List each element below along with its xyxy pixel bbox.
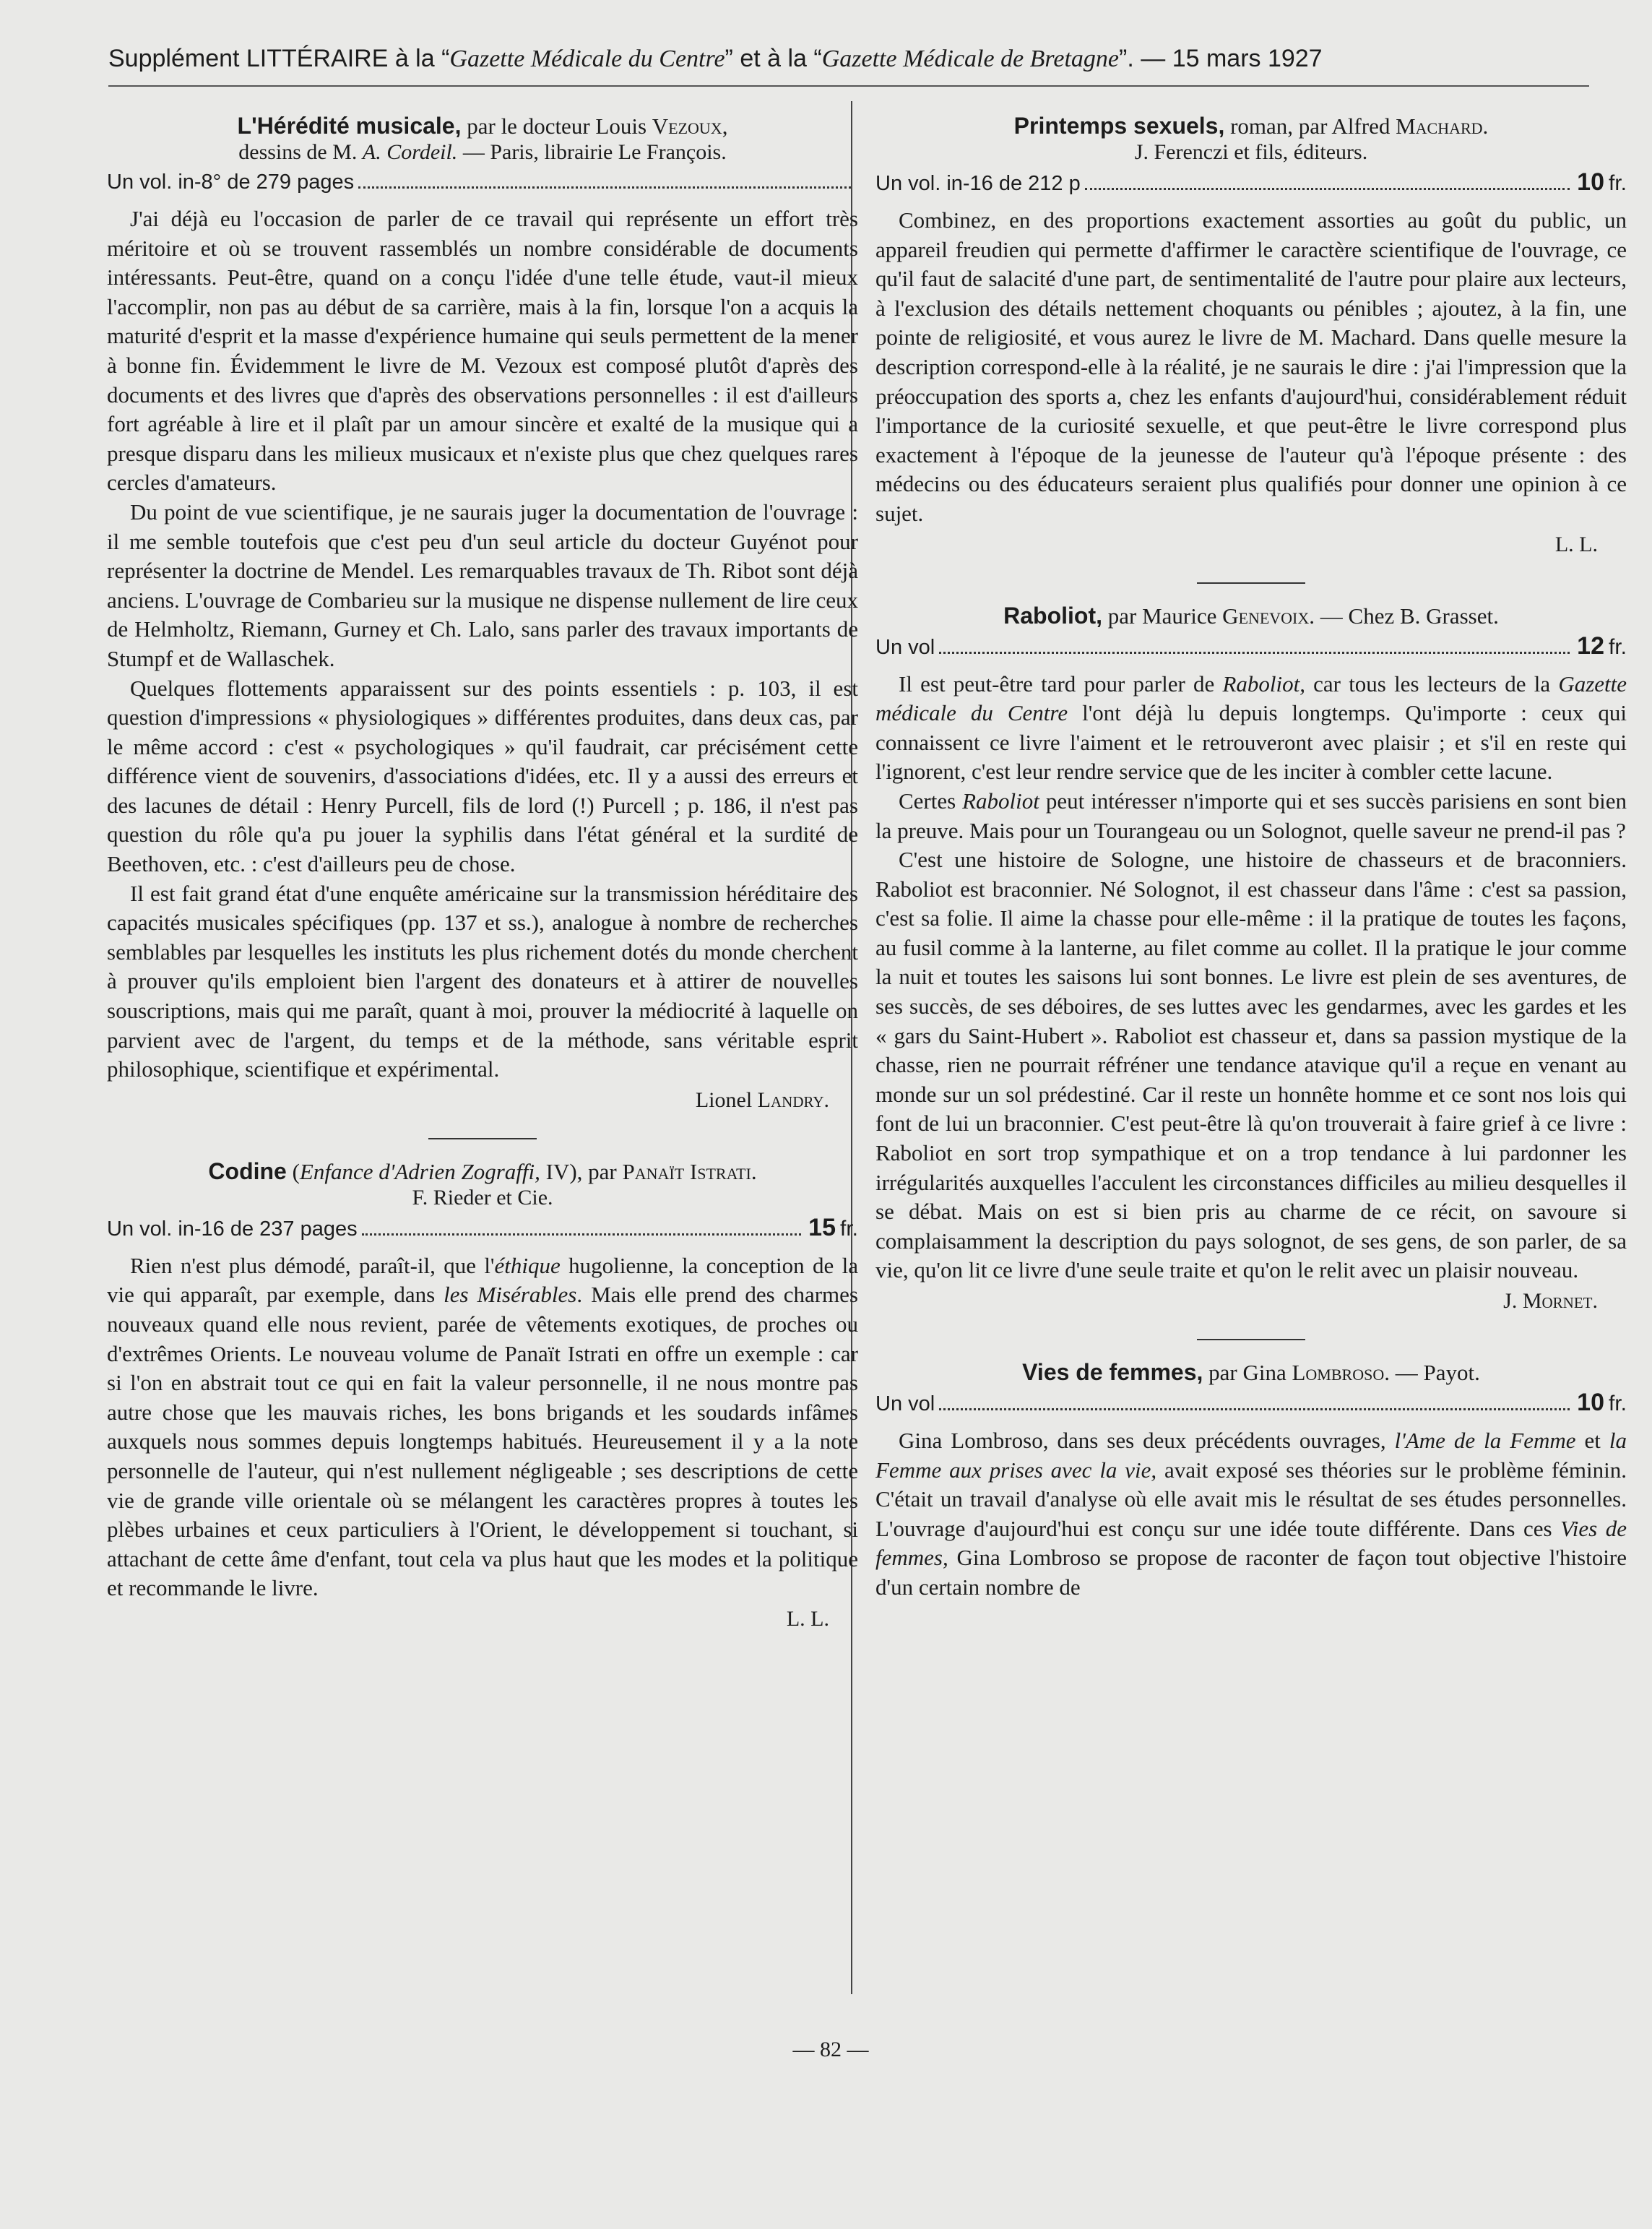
book-by: roman, par Alfred (1224, 113, 1396, 139)
text-run-italic: Vies de femmes, (875, 1515, 1627, 1571)
book-author: Lombroso. (1292, 1360, 1390, 1385)
review-title-line (875, 1359, 1627, 1386)
text-run-italic: Raboliot (962, 788, 1039, 814)
paragraph: Du point de vue scientifique, je ne saurais juger la documentation de l'ouvrage : il me semble toutefois que c'est peu d'un seul article du docteur Guyénot pour représenter la doctrine de Mendel. Les remarquables travaux de Th. Ribot sont déjà anciens. L'ouvrage de Combarieu sur la musique ne dispense nullement de lire ceux de Helmholtz, Riemann, Gurney et Ch. Lalo, sans parler des travaux importants de Stumpf et de Wallaschek. (107, 499, 858, 671)
leader-dots (1085, 188, 1570, 190)
section-separator (428, 1138, 537, 1139)
book-publisher: — Chez B. Grasset. (1315, 603, 1499, 629)
book-title: Raboliot, (1003, 602, 1102, 629)
text-run: . Mais elle prend des charmes nouveaux quand elle nous revient, parée de vêtements exotiques, de proches ou d'extrêmes Orients. Le nouveau volume de Panaït Istrati en offre un exemple : car si l'on en abstrait tout ce qui en fait la valeur personnelle, il ne nous montre pas autre chose que les mauvais riches, les bons brigands et les soudards infâmes auxquels nous sommes depuis longtemps habitués. Heureusement il y a la note personnelle de l'auteur, qui n'est nullement négligeable ; ses descriptions de cette vie de grande ville orientale où se mélangent les caractères propres à toutes les plèbes urbaines et ceux particuliers à l'Orient, le développement si touchant, si attachant de cette âme d'enfant, tout cela va plus haut que les modes et la politique et recommande le livre. (107, 1282, 858, 1601)
volume-line (875, 168, 1627, 197)
review-title-line: Codine (Enfance d'Adrien Zograffi, IV), par Panaït Istrati. (208, 1157, 757, 1184)
text-run: Il est peut-être tard pour parler de (899, 671, 1223, 697)
right-column (875, 101, 1627, 1610)
text-run: peut intéresser n'importe qui et ses succès parisiens en sont bien la preuve. Mais pour un Tourangeau ou un Solognot, quelle saveur ne prend-il pas ? (875, 788, 1627, 843)
page-number: — 82 — (792, 2038, 869, 2061)
review-title-line (875, 603, 1627, 629)
review-publisher-line (107, 139, 858, 165)
volume-line (107, 168, 858, 196)
header-rule (108, 85, 1589, 87)
book-author: Machard. (1396, 113, 1489, 139)
leader-dots (358, 186, 851, 189)
paragraph: Quelques flottements apparaissent sur des points essentiels : p. 103, il est question d'impressions « physiologiques » différentes produites, dans deux cas, par le même accord : c'est « psychologiques » qu'il faudrait, car précisément cette différence vient de souvenirs, d'associations d'idées, etc. Il y a aussi des erreurs et des lacunes de détail : Henry Purcell, fils de lord (!) Purcell ; p. 186, il n'est pas question du rôle qu'a pu jouer la syphilis dans l'état général et la surdité de Beethoven, etc. : c'est d'ailleurs peu de chose. (107, 675, 858, 877)
volume-format: Un vol (875, 1392, 935, 1415)
price-unit: fr. (1608, 634, 1627, 659)
illustrator: A. Cordeil. (362, 140, 458, 164)
price-unit: fr. (1608, 1392, 1627, 1415)
review-publisher-line: F. Rieder et Cie. (412, 1185, 553, 1210)
price-unit: fr. (839, 1216, 858, 1241)
price-value: 10 (1577, 1389, 1604, 1416)
review-publisher-line: J. Ferenczi et fils, éditeurs. (1134, 140, 1368, 164)
book-by: par le docteur Louis (461, 113, 652, 139)
paragraph (107, 1251, 858, 1603)
review-vies-de-femmes (875, 1359, 1627, 1603)
paragraph: J'ai déjà eu l'occasion de parler de ce travail qui représente un effort très méritoire et où se trouvent rassemblés un nombre considérable de documents intéressants. Peut-être, quand on a conçu l'idée d'une telle étude, vaut-il mieux l'accomplir, non pas au début de sa carrière, mais à la fin, lorsque l'on a acquis la maturité d'esprit et la masse d'expérience humaine qui seuls permettent de la mener à bonne fin. Évidemment le livre de M. Vezoux est composé plutôt d'après des documents et des livres que d'après des observations personnelles : il est d'ailleurs fort agréable à lire et il plaît par un amour sincère et exalté de la musique qui a presque disparu dans les milieux musicaux et n'existe plus que chez quelques rares cercles d'amateurs. (107, 206, 858, 496)
book-publisher: — Payot. (1389, 1360, 1480, 1385)
book-title: Codine (208, 1157, 287, 1184)
price-value: 10 (1577, 168, 1604, 196)
volume-format: Un vol. in-8° de 279 pages (107, 171, 355, 194)
text-run-italic: Raboliot, (1222, 671, 1305, 697)
price-value: 15 (808, 1213, 836, 1241)
signature (875, 1285, 1598, 1317)
text-run: Certes (899, 788, 963, 814)
header-date: ”. — 15 mars 1927 (1119, 45, 1323, 72)
book-by: IV), par (540, 1158, 623, 1184)
text-run: avait exposé ses théories sur le problème féminin. C'était un travail d'analyse où elle avait mis le résultat de ses études personnelles. L'ouvrage d'aujourd'hui est conçu sur une idée toute différente. Dans ces (875, 1457, 1627, 1541)
leader-dots (939, 652, 1570, 654)
signature (107, 1085, 829, 1116)
section-separator (1197, 1339, 1305, 1340)
text-run: Rien n'est plus démodé, paraît-il, que l' (130, 1252, 495, 1278)
book-title: Printemps sexuels, (1013, 113, 1225, 139)
publisher-name: — Paris, librairie Le François. (457, 140, 727, 164)
leader-dots (939, 1408, 1570, 1410)
book-author: Genevoix. (1222, 603, 1315, 629)
review-heredite-musicale (107, 113, 858, 1116)
volume-format: Un vol. in-16 de 237 pages (107, 1217, 358, 1241)
book-by: par Maurice (1102, 603, 1223, 629)
price-value: 12 (1577, 631, 1604, 660)
text-run: l'ont déjà lu depuis longtemps. Qu'importe : ceux qui connaissent ce livre l'aiment et le retrouveront avec plaisir ; et s'il en reste qui l'ignorent, c'est leur rendre service que de les inciter à combler cette lacune. (875, 700, 1627, 785)
volume-format: Un vol. in-16 de 212 p (875, 172, 1081, 195)
book-author: Vezoux, (652, 113, 728, 139)
left-column (107, 101, 858, 1642)
section-separator (1197, 582, 1305, 584)
text-run-italic: les Misérables (444, 1282, 577, 1308)
signature-first: J. (1503, 1289, 1523, 1313)
review-printemps-sexuels (875, 113, 1627, 561)
paragraph: Combinez, en des proportions exactement assorties au goût du public, un appareil freudien qui permette d'affirmer le caractère scientifique de l'ouvrage, ce qu'il faut de salacité d'une part, de sentimentalité de l'autre pour plaire aux lecteurs, à l'exclusion des détails nettement choquants ou pénibles ; ajoutez, à la fin, une pointe de religiosité, et vous aurez le livre de M. Machard. Dans quelle mesure la description correspond-elle à la réalité, je ne saurais le dire : j'ai l'impression que la préoccupation des sports a, chez les enfants d'aujourd'hui, considérablement réduit l'importance de la curiosité sexuelle, et que peut-être le livre correspond plus exactement à l'époque de la jeunesse de l'auteur qu'à l'époque présente : des médecins ou des éducateurs seraient plus qualifiés pour donner une opinion à ce sujet. (875, 207, 1627, 526)
text-run-italic: éthique (494, 1252, 561, 1278)
paragraph: C'est une histoire de Sologne, une histoire de chasseurs et de braconniers. Raboliot est braconnier. Né Solognot, il est chasseur dans l'âme : c'est sa passion, c'est sa folie. Il aime la chasse pour elle-même : il la pratique de toutes les façons, au fusil comme à la lanterne, au filet comme au collet. Il la pratique le jour comme la nuit et toutes les saisons lui sont bonnes. Le livre est plein de ses aventures, de ses succès, de ses déboires, de ses luttes avec les gendarmes, avec les gardes et les « gars du Saint-Hubert ». Raboliot est chasseur et, dans sa passion mystique de la chasse, rien ne pourrait réfréner une tendance atavique qu'il a reçue en venant au monde sur un sol prédestiné. Car il reste un honnête homme et ce sont nos lois qui font de lui un braconnier. C'est peut-être là qu'on trouverait à faire grief à ce livre : Raboliot en sort trop sympathique et on a trop tendance à lui pardonner les irrégularités auxquelles l'acculent les circonstances difficiles au milieu desquelles il se débat. Mais on est si bien pris au charme de ce récit, on savoure si complaisamment la description du pays solognot, de ses gens, de son parler, de sa vie, qu'on lit ce livre d'une seule traite et qu'on le relit avec un plaisir nouveau. (875, 847, 1627, 1283)
signature-last: Landry. (757, 1087, 829, 1112)
signature: L. L. (786, 1606, 829, 1631)
header-journal-1: Gazette Médicale du Centre (449, 46, 725, 72)
review-codine (107, 1158, 858, 1635)
paragraph: Il est fait grand état d'une enquête américaine sur la transmission héréditaire des capacités musicales spécifiques (pp. 137 et ss.), analogue à nombre de recherches semblables par lesquelles les instituts les plus richement dotés du monde cherchent à prouver qu'ils emploient bien l'argent des donateurs et à attirer de nouvelles souscriptions, mais qui me paraît, quant à moi, prouver la médiocrité à laquelle on parvient avec de l'argent, du temps et de la méthode, sans véritable esprit philosophique, scientifique et expérimental. (107, 880, 858, 1082)
text-run-italic: l'Ame de la Femme (1394, 1428, 1576, 1453)
text-run-italic: la Femme aux prises avec la vie, (875, 1428, 1627, 1483)
text-run: Gina Lombroso se propose de raconter de façon tout objective l'histoire d'un certain nombre de (875, 1545, 1627, 1600)
header-prefix: Supplément LITTÉRAIRE à la “ (108, 45, 450, 72)
volume-line (875, 632, 1627, 661)
text-run: car tous les lecteurs de la (1305, 671, 1559, 697)
review-title-line (107, 113, 858, 139)
book-subtitle: Enfance d'Adrien Zograffi, (299, 1158, 540, 1184)
text-run: et (1575, 1428, 1609, 1453)
header-journal-2: Gazette Médicale de Bretagne (821, 46, 1120, 72)
paragraph (875, 787, 1627, 845)
volume-line (875, 1389, 1627, 1418)
paragraph (875, 670, 1627, 787)
header-mid: ” et à la “ (725, 45, 822, 72)
running-header (108, 45, 1589, 73)
signature: L. L. (1554, 532, 1598, 556)
book-by: par Gina (1203, 1360, 1292, 1385)
price-unit: fr. (1608, 171, 1627, 195)
publisher-text: dessins de M. (238, 140, 363, 164)
text-run: Gina Lombroso, dans ses deux précédents ouvrages, (899, 1428, 1395, 1453)
signature-last: Mornet. (1522, 1289, 1598, 1313)
review-raboliot (875, 603, 1627, 1317)
text-run-italic: Gazette médicale du Centre (875, 671, 1627, 726)
book-title: Vies de femmes, (1022, 1359, 1203, 1385)
text-run: hugolienne, la conception de la vie qui apparaît, par exemple, dans (107, 1252, 858, 1308)
volume-format: Un vol (875, 635, 935, 659)
paragraph (875, 1426, 1627, 1603)
volume-line (107, 1214, 858, 1243)
book-title: L'Hérédité musicale, (237, 113, 462, 139)
review-title-line (875, 113, 1627, 139)
signature-first: Lionel (695, 1087, 758, 1112)
leader-dots (362, 1233, 802, 1236)
book-author: Panaït Istrati. (622, 1158, 757, 1184)
